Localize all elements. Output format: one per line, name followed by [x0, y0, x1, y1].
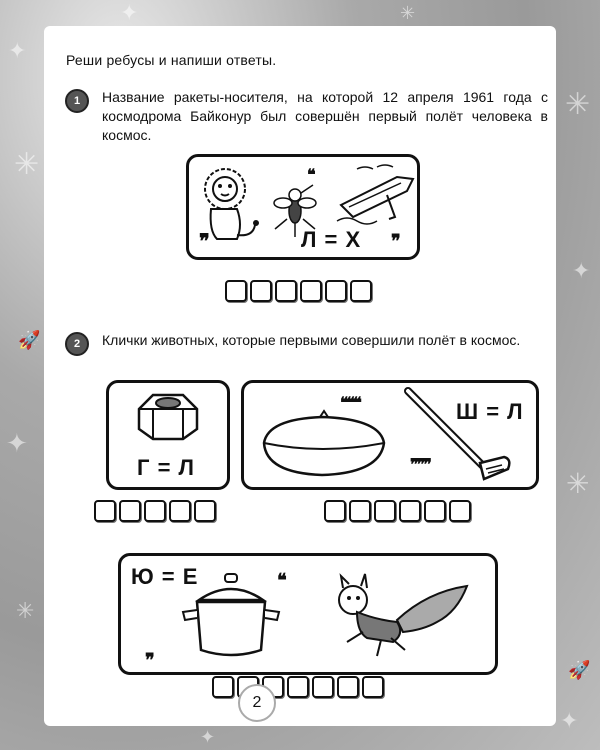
answer-cell[interactable] [194, 500, 216, 522]
rebus-2b-box [241, 380, 539, 490]
answer-cell[interactable] [94, 500, 116, 522]
rebus-1-box [186, 154, 420, 260]
answer-2c-cells [212, 676, 387, 698]
rebus-2c-formula: Ю = Е [131, 564, 199, 589]
page-number: 2 [238, 684, 276, 722]
quote-mark: ❞ [307, 158, 316, 177]
answer-cell[interactable] [119, 500, 141, 522]
rebus-1-formula: Л = Х [301, 227, 362, 252]
rebus-2c-box [118, 553, 498, 675]
answer-cell[interactable] [275, 280, 297, 302]
answer-cell[interactable] [449, 500, 471, 522]
answer-cell[interactable] [424, 500, 446, 522]
rebus-2a-formula: Г = Л [137, 455, 195, 480]
question-2-number: 2 [65, 332, 89, 356]
quote-mark: ❞❞❞ [342, 386, 362, 405]
pot-icon [181, 570, 281, 660]
answer-cell[interactable] [312, 676, 334, 698]
worksheet-page [44, 26, 556, 726]
instruction-text: Реши ребусы и напиши ответы. [66, 52, 277, 68]
rebus-2b-formula: Ш = Л [456, 399, 524, 424]
quote-mark: ❞ [145, 650, 155, 671]
quote-mark: ❞ [277, 561, 287, 582]
question-2-text: Клички животных, которые первыми совершили полёт в космос. [102, 332, 521, 348]
boat-icon [337, 165, 417, 225]
answer-cell[interactable] [225, 280, 247, 302]
rebus-2a-box [106, 380, 230, 490]
quote-mark: ❞❞❞ [410, 455, 430, 474]
question-1-text: Название ракеты-носителя, на которой 12 апреля 1961 года с космодрома Байконур был совершён первый полёт человека в космос. [102, 89, 548, 143]
answer-cell[interactable] [349, 500, 371, 522]
question-1-number: 1 [65, 89, 89, 113]
rocket-icon: 🚀 [568, 660, 591, 680]
squirrel-icon [327, 572, 477, 662]
answer-cell[interactable] [250, 280, 272, 302]
answer-cell[interactable] [374, 500, 396, 522]
answer-cell[interactable] [399, 500, 421, 522]
answer-cell[interactable] [362, 676, 384, 698]
answer-2b-cells [324, 500, 474, 522]
answer-cell[interactable] [350, 280, 372, 302]
answer-cell[interactable] [212, 676, 234, 698]
answer-1-cells [225, 280, 375, 302]
rocket-icon: 🚀 [18, 330, 41, 350]
answer-2a-cells [94, 500, 219, 522]
quote-mark: ❞ [391, 231, 401, 252]
answer-cell[interactable] [169, 500, 191, 522]
answer-cell[interactable] [287, 676, 309, 698]
answer-cell[interactable] [144, 500, 166, 522]
quote-mark: ❞ [199, 229, 210, 253]
answer-cell[interactable] [300, 280, 322, 302]
beret-icon [258, 411, 388, 477]
answer-cell[interactable] [324, 500, 346, 522]
answer-cell[interactable] [325, 280, 347, 302]
answer-cell[interactable] [337, 676, 359, 698]
nut-icon [133, 391, 203, 443]
